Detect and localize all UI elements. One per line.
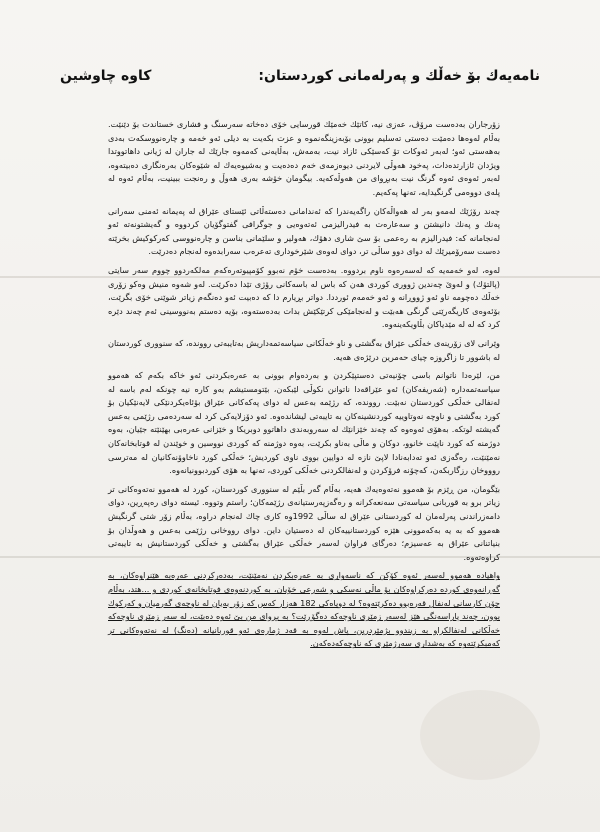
document-author: كاوە چاوشین [60,68,152,84]
paragraph-1: زۆرجاران بەدەست مرۆڤ، عەزی نیە، كاتێك خەمێك قورسایی خۆی دەخاتە سەرسنگ و فشاری خستاندت بۆ دێنێت. بەڵام لەوەها دەمێت دەستی تەسلیم بوونی بۆبەزینگەنموە و عزت بکەیت بە دیلی ئەو خەمە و چارەنووسکەت بەدی بەهەستی ئەو؛ لەبەر ئەوکات تۆ کەسێکی ئازاد نیت، بەمەش، بەڵایەنی کەمەوە جارێك لە جاران لە ژیانی داهاتووتدا ویژدان ئازارتدەدات، پەخود هەوڵی لایردنی دیوەزمەی خەم دەدەیت و بەشیوەیەك لە شێوەكان بەرەنگاری دەبیتەوە، لەبەر ئەوەی ئەوە گرنگ نیت بەبڕوای من هەوڵەکەیە. بیگومان خۆشە بەری هەوڵ و رەنجت ببینیت، بەڵام ئەوە لە پلەی دووەمی گرنگیدایە، تەنها پەکەیم. [108,119,500,197]
paragraph-6: بێگومان، من ڕێزم بۆ هەموو نەتەوەیەك هەیە، بەڵام گەر بڵێم لە سنووری کوردستان، کورد لە هەموو نەتەوەکانی تر زیاتر برو بە قوربانی سیاسەتی سەنعەکرانە و رەگەزپەرستیانەی رژێمەکان؛ راستم وتووە. ئیستە دوای رەپەڕین، دوای دامەزراندنی پەرلەمان لە کوردستانی عێراق لە ساڵی 1992وە کاری چاك لەنجام دراوە، بەڵام زۆر شتی گرنگیش هەموو کە بە یە بەکەموونی هێزە کوردستانییەکان لە دەستیان داین. دوای رووخانی رژێمی بەعس و هەوڵدان بۆ بنیاتنانی عێراق بە عەسیزم؛ دەرگای فراوان لەسەر خەڵکی عێراق بەگشتی و خەڵکی کوردستانیش بە تایبەتی کراوەتەوە. [108,483,500,562]
paragraph-5: من، لێرەدا ناتوانم باسی چۆنیەتی دەستپێکردن و بەردەوام بوونی بە عەرەبکردنی ئەو خاکە بکەم کە هەموو سیاسەتمەدارە (شەریفەکان) ئەو عێراقەدا ناتوانن نکوڵی لێبکەن، بێتومستیشم بەو کارە نیە چونکە لەم باسە لە لەنفالی خەڵکی کوردستان نەبێت. رووندە، کە رژێمە بەعس لە دوای پەکەکانی عێراق بۆئاەیکردنێکی لایەنێکیان بۆ کورد بەگشتی و ناوچە نەوتاوییە کوردنشینەکان بە تایبەتی لیشاندەوە. ئەو دۆزلایەکی کرد لە سەردەمی رژێمی بەعس گەیشتە لوتکە. بەهۆی ئەوەوە کە چەند خێزانێك لە سەروبەندی داهاتوو دوبریکا و خێزانی عەرەبی بهێنێتە جێیان، بەوە دوژمنە کە کورد ناپێت خانوو، دوکان و ماڵی بەناو بکرێت، بەوە دوژمنە کە کوردی نووسین و خوێندن لە قوتابخانەکان نەمێنێت، رەگەزی ئەو تەدابەنادا لاپێ نازە لە دوایین بووی ناوی کوردیش؛ خەڵکی کورد ناخاوۆنەکانیان لە مەترسی روووخان رزگاربکەن، کەچۆنە فرۆکردن و لەنفالکردنی خەڵکی کوردی، تەنها بە هۆی کوردبوونیانەوە. [108,370,500,476]
paragraph-2: چەند رۆژێك لەمەو بەر لە هەواڵەكان راگەیەندرا كە ئەندامانی دەستەڵاتی ئێستای عێراق لە پەیمانە ئەمنی سەرانی پەنك و پەنك دانیشتن و سەعارەت بە فیدرالیزمی ئەتەوەیی و جوگرافی گفتوگۆیان کردووە و گەیشتونەتە ئەو لەنجامانە کە: فیدرالیزم بە رەعمی بۆ سێ شاری دهۆك، هەولیر و سلێمانی بناسن و چارەنووسی کەرکوکیش بخرێتە دەست سەرۆمیرێك لە دوای دوو ساڵی تر، دوای لەوەی شێرخوداری تەعرەب سەرابدەوە لەنجام دەدرێت. [108,205,500,257]
paragraph-7: واهیادە هەموو لەسەر ئەوە کۆکن کە ناسەواری بە عەرەبکردن نەمێنێت، بەدەرکردنی عەرەبە هێنراوەکان، بە گەڕانەوەی کوردە دەرکراوەکان بۆ ماڵی نەسکی و شەرعی خۆیان، بە کوردنەوەی فوتابخانەی کوردی و ...هتد، بەڵام چۆن کارسانی لەنفال قەرەبوو دەکرێتەوە؟ لە دوپاەکی 182 هەزار کەس کە زۆر بەیان لە ناوچەی گەرمیان و کەرکوك بوون، چەند پاراسەنگی هێز لەسەر زمێری ناوچەکە دەگۆڕێت؟ بە بڕوای من بێ ئەوە دەبێت، لە سەر زمێری ناوچەکە خەڵکانی لەنفالکراو بە زیندوو بژمێردرین، پاش لەوە بە قەد ژمارەی ئەو قوربانیانە (دەنگ) لە نەتەوەکانی تر کەمبکرێتەوە کە بەشداری سەرژمێری کە ناوچەکەدەکەن. [108,570,500,649]
paragraph-3: لەوە، لەو خەمەیە کە لەسەرەوە ناوم بردووە. بەدەست خۆم نەبوو کۆمپیوتەرەکەم مەلکەردوو چووم سەر سایتی (پالتۆك) و لەوێ چەندین ژووری کوردی هەن کە باس لە باسەکانی رۆژی تێدا دەکرێت. لەو شەوە منیش وەکو زۆری خەڵك دەچومە ناو ئەو ژووڕانە و ئەو خەمەم ئورددا. دواتر بڕیارم دا کە دەبیت ئەو دەنگەم زیاتر شوێنی خۆی بگرێت، بۆئەوەی کاریگەرێتی گرنگی هەبێت و لەنجامێکی کرتێکێش بدات بەدەستەوە، بۆیە دەستم بەنووسینی ئەم چەند دێرە کرد کە لە لە مێدیاکان بڵاویکەینەوە. [108,264,500,330]
document-title: نامەیەك بۆ خەڵك و پەرلەمانی كوردستان: [258,68,540,84]
paper-stain [420,690,540,780]
document-header [60,68,540,84]
paragraph-4: وێرانی لای زۆرینەی خەڵکی عێراق بەگشتی و ناو خەڵکانی سیاسەتمەداریش بەتایبەتی رووندە، کە سنووری کوردستان لە باشوور تا زاگروزە چیای حەمرین درێژەی هەیە. [108,337,500,362]
document-body [108,118,500,656]
